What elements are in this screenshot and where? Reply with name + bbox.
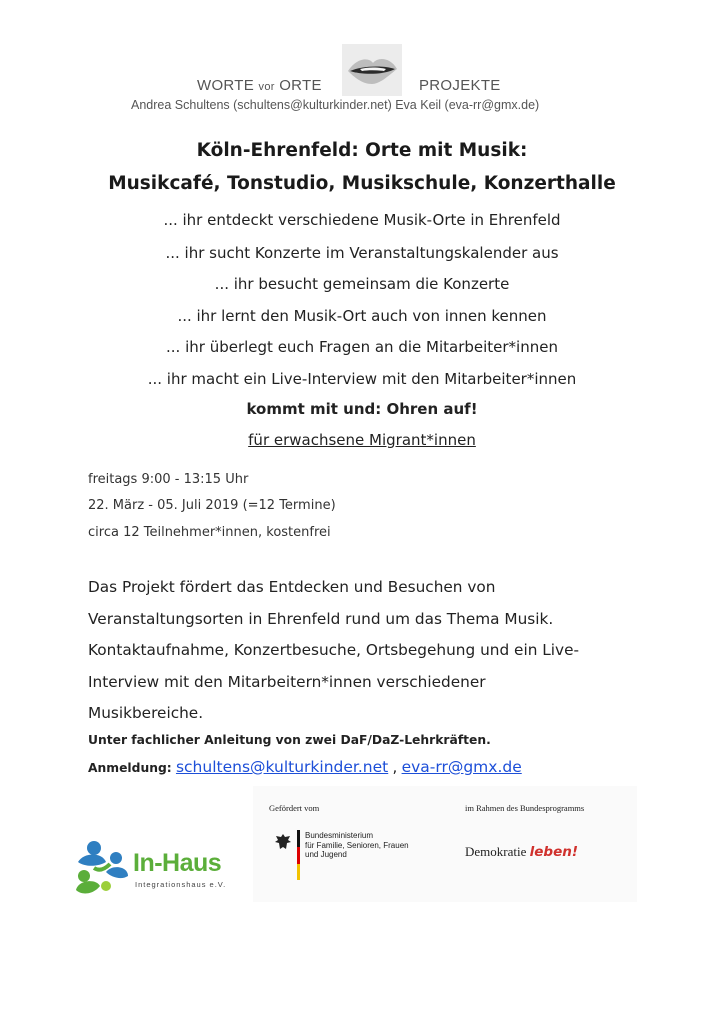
description [88, 572, 648, 730]
title-line-1: Köln-Ehrenfeld: Orte mit Musik: [196, 140, 528, 161]
bullet-line: ... ihr besucht gemeinsam die Konzerte [214, 275, 510, 293]
registration [88, 758, 522, 776]
ministry-name: Bundesministerium für Familie, Senioren, Frauen und Jugend [305, 831, 409, 859]
inhaus-name: In-Haus [133, 849, 222, 877]
time-info: freitags 9:00 - 13:15 Uhr [88, 472, 249, 487]
funded-by-label: Gefördert vom [269, 803, 320, 813]
description-line: Das Projekt fördert das Entdecken und Besuchen von [88, 578, 496, 596]
sponsor-panel [253, 786, 637, 902]
email-link-eva[interactable]: eva-rr@gmx.de [401, 758, 522, 776]
header-contacts: Andrea Schultens (schultens@kulturkinder.net) Eva Keil (eva-rr@gmx.de) [131, 98, 540, 112]
bullet-line: ... ihr entdeckt verschiedene Musik-Orte in Ehrenfeld [163, 211, 561, 229]
description-line: Veranstaltungsorten in Ehrenfeld rund um das Thema Musik. [88, 609, 554, 628]
bullet-line: ... ihr lernt den Musik-Ort auch von innen kennen [177, 307, 547, 325]
description-line: Interview mit den Mitarbeitern*innen verschiedener [88, 672, 486, 691]
program-label: im Rahmen des Bundesprogramms [465, 803, 585, 813]
bullet-line: ... ihr macht ein Live-Interview mit den Mitarbeiter*innen [147, 370, 577, 388]
email-link-schultens[interactable]: schultens@kulturkinder.net [175, 758, 389, 776]
dates-info: 22. März - 05. Juli 2019 (=12 Termine) [88, 498, 336, 513]
guidance-note: Unter fachlicher Anleitung von zwei DaF/DaZ-Lehrkräften. [88, 733, 491, 747]
registration-separator: , [392, 758, 398, 776]
description-line: Kontaktaufnahme, Konzertbesuche, Ortsbegehung und ein Live- [88, 641, 580, 659]
program-name: Demokratie leben! [465, 844, 578, 860]
header-worte-vor-orte: WORTE vor ORTE [197, 77, 322, 94]
lips-logo [342, 44, 402, 96]
title-line-2: Musikcafé, Tonstudio, Musikschule, Konzerthalle [108, 173, 616, 194]
inhaus-subtitle: Integrationshaus e.V. [135, 880, 227, 889]
registration-label: Anmeldung: [88, 761, 172, 775]
german-flag-bar [297, 830, 300, 880]
slogan: kommt mit und: Ohren auf! [246, 400, 478, 418]
description-line: Musikbereiche. [88, 704, 204, 722]
audience: für erwachsene Migrant*innen [248, 431, 476, 449]
federal-eagle-icon [273, 832, 293, 858]
leben-logo-text: leben! [529, 844, 578, 860]
participants-info: circa 12 Teilnehmer*innen, kostenfrei [88, 525, 331, 540]
bullet-line: ... ihr überlegt euch Fragen an die Mitarbeiter*innen [166, 338, 558, 356]
header-projekte: PROJEKTE [419, 77, 501, 94]
bullet-line: ... ihr sucht Konzerte im Veranstaltungskalender aus [165, 244, 559, 262]
inhaus-logo-icon [72, 838, 132, 900]
